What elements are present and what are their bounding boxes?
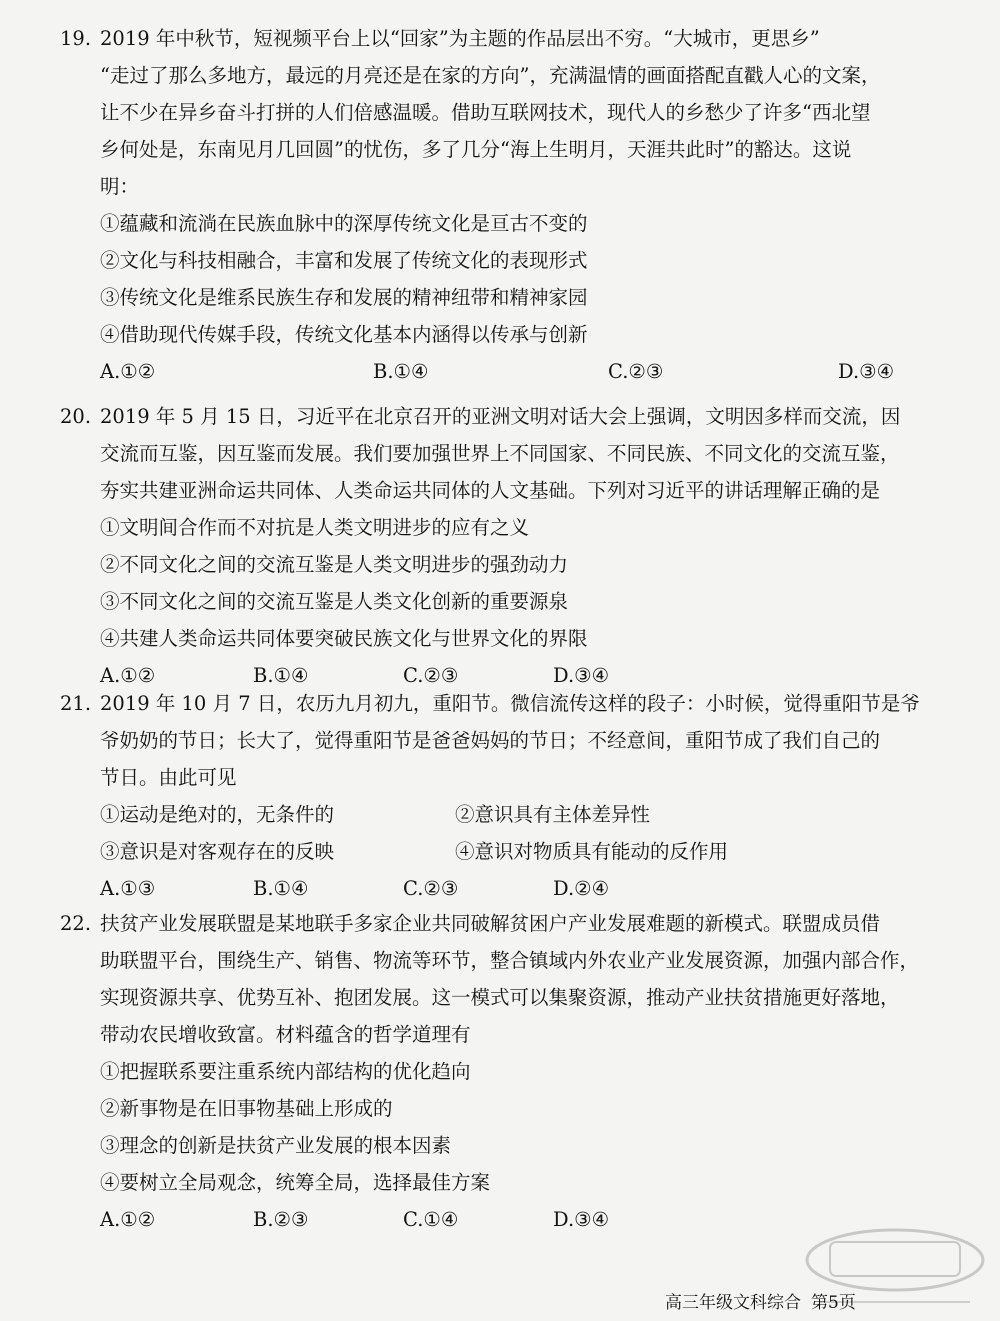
statement-item: ①运动是绝对的，无条件的 xyxy=(100,803,335,826)
statement-item: ④要树立全局观念，统筹全局，选择最佳方案 xyxy=(100,1171,491,1194)
question-number: 21. xyxy=(60,692,92,715)
page-footer xyxy=(665,1288,856,1313)
question-stem-line: 21. 2019 年 10 月 7 日，农历九月初九，重阳节。微信流传这样的段子：小时候，觉得重阳节是爷 xyxy=(60,685,965,722)
answer-options xyxy=(60,870,965,907)
statement-item: ③传统文化是维系民族生存和发展的精神纽带和精神家园 xyxy=(100,286,588,309)
question-stem-line: 19. 2019 年中秋节，短视频平台上以“回家”为主题的作品层出不穷。“大城市，更思乡” xyxy=(60,20,965,57)
question-22 xyxy=(60,905,965,1238)
question-stem-line: 20. 2019 年 5 月 15 日，习近平在北京召开的亚洲文明对话大会上强调，文明因多样而交流，因 xyxy=(60,398,965,435)
option-c: C.②③ xyxy=(403,664,459,687)
option-c: C.②③ xyxy=(608,360,664,383)
statement-item: ④借助现代传媒手段，传统文化基本内涵得以传承与创新 xyxy=(100,323,588,346)
question-stem-line: 爷奶奶的节日；长大了，觉得重阳节是爸爸妈妈的节日；不经意间，重阳节成了我们自己的 xyxy=(100,729,881,752)
question-19 xyxy=(60,20,965,390)
statement-item: ①蕴藏和流淌在民族血脉中的深厚传统文化是亘古不变的 xyxy=(100,212,588,235)
statement-item: ①文明间合作而不对抗是人类文明进步的应有之义 xyxy=(100,516,530,539)
option-b: B.①④ xyxy=(253,877,309,900)
question-stem-line: 带动农民增收致富。材料蕴含的哲学道理有 xyxy=(100,1023,471,1046)
question-stem-line: 交流而互鉴，因互鉴而发展。我们要加强世界上不同国家、不同民族、不同文化的交流互鉴， xyxy=(100,442,900,465)
option-b: B.②③ xyxy=(253,1208,309,1231)
question-20 xyxy=(60,398,965,694)
option-d: D.②④ xyxy=(553,877,610,900)
footer-page-number: 第5页 xyxy=(811,1293,856,1313)
question-number: 19. xyxy=(60,27,92,50)
option-a: A.①② xyxy=(100,1208,156,1231)
statement-item: ②不同文化之间的交流互鉴是人类文明进步的强劲动力 xyxy=(100,553,569,576)
option-a: A.①③ xyxy=(100,877,156,900)
option-a: A.①② xyxy=(100,360,156,383)
statement-pair xyxy=(60,833,965,870)
option-b: B.①④ xyxy=(253,664,309,687)
option-d: D.③④ xyxy=(553,1208,610,1231)
footer-title: 高三年级文科综合 xyxy=(665,1293,801,1313)
question-stem-line: 22. 扶贫产业发展联盟是某地联手多家企业共同破解贫困户产业发展难题的新模式。联盟成员借 xyxy=(60,905,965,942)
question-stem-line: 节日。由此可见 xyxy=(100,766,237,789)
question-stem-line: 明： xyxy=(100,175,140,198)
statement-item: ③不同文化之间的交流互鉴是人类文化创新的重要源泉 xyxy=(100,590,569,613)
statement-item: ②文化与科技相融合，丰富和发展了传统文化的表现形式 xyxy=(100,249,588,272)
statement-item: ③理念的创新是扶贫产业发展的根本因素 xyxy=(100,1134,452,1157)
question-stem-line: 实现资源共享、优势互补、抱团发展。这一模式可以集聚资源，推动产业扶贫措施更好落地， xyxy=(100,986,900,1009)
statement-item: ④意识对物质具有能动的反作用 xyxy=(455,840,729,863)
option-d: D.③④ xyxy=(553,664,610,687)
question-21 xyxy=(60,685,965,907)
option-d: D.③④ xyxy=(838,360,895,383)
option-a: A.①② xyxy=(100,664,156,687)
statement-item: ①把握联系要注重系统内部结构的优化趋向 xyxy=(100,1060,471,1083)
statement-item: ②新事物是在旧事物基础上形成的 xyxy=(100,1097,393,1120)
question-stem-line: 助联盟平台，围绕生产、销售、物流等环节，整合镇域内外农业产业发展资源，加强内部合作， xyxy=(100,949,920,972)
statement-pair xyxy=(60,796,965,833)
option-c: C.①④ xyxy=(403,1208,459,1231)
statement-item: ④共建人类命运共同体要突破民族文化与世界文化的界限 xyxy=(100,627,588,650)
question-number: 22. xyxy=(60,912,92,935)
option-c: C.②③ xyxy=(403,877,459,900)
question-stem-line: “走过了那么多地方，最远的月亮还是在家的方向”，充满温情的画面搭配直戳人心的文案， xyxy=(100,64,881,87)
question-stem-line: 让不少在异乡奋斗打拼的人们倍感温暖。借助互联网技术，现代人的乡愁少了许多“西北望 xyxy=(100,101,871,124)
question-number: 20. xyxy=(60,405,92,428)
answer-options xyxy=(60,353,965,390)
question-stem-line: 夯实共建亚洲命运共同体、人类命运共同体的人文基础。下列对习近平的讲话理解正确的是 xyxy=(100,479,881,502)
option-b: B.①④ xyxy=(373,360,429,383)
question-stem-line: 乡何处是，东南见月几回圆”的忧伤，多了几分“海上生明月，天涯共此时”的豁达。这说 xyxy=(100,138,852,161)
statement-item: ②意识具有主体差异性 xyxy=(455,803,651,826)
statement-item: ③意识是对客观存在的反映 xyxy=(100,840,335,863)
